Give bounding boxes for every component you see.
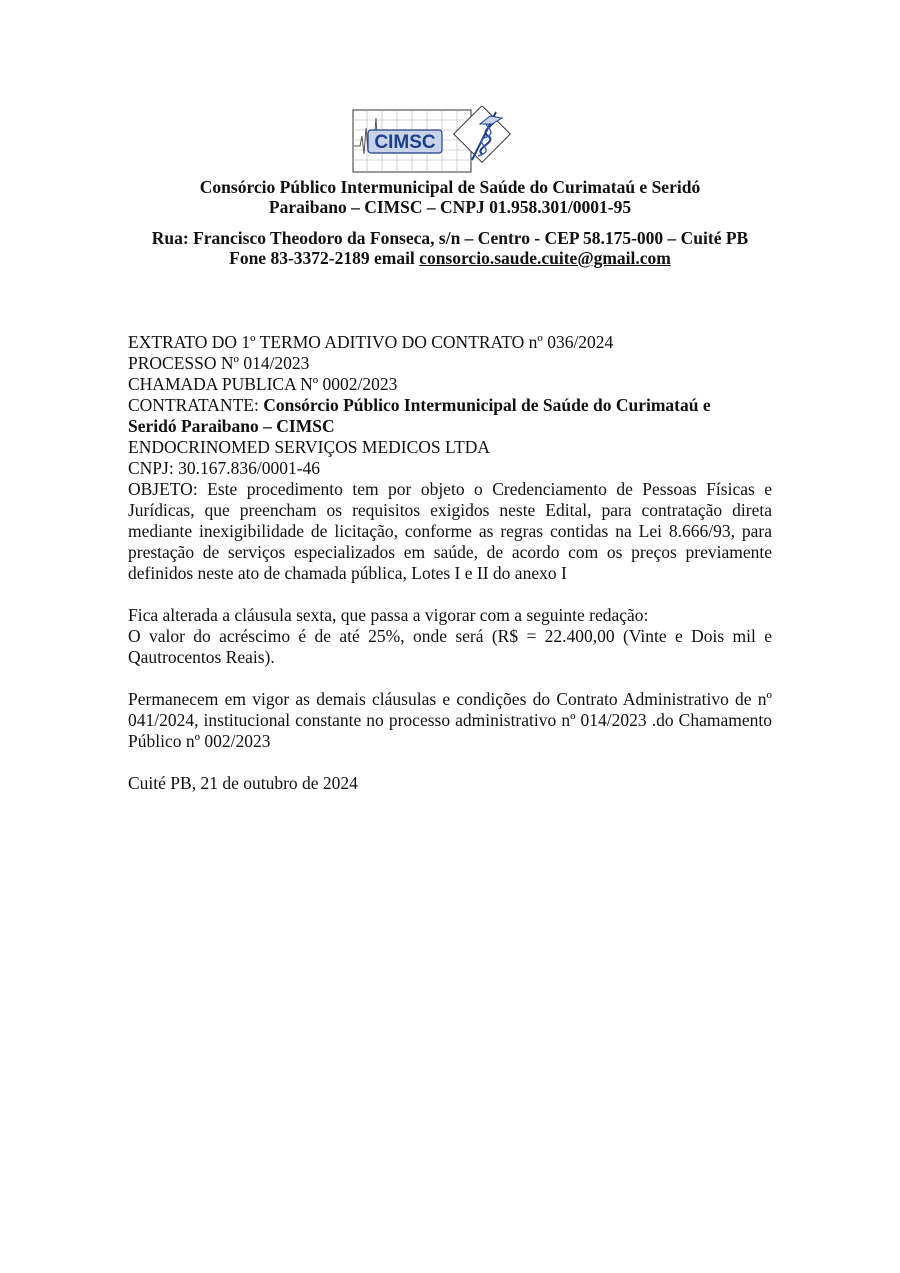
place-date: Cuité PB, 21 de outubro de 2024	[128, 773, 358, 793]
public-call-number: CHAMADA PUBLICA Nº 0002/2023	[128, 374, 398, 394]
contractor-name-line2: Seridó Paraibano – CIMSC	[128, 416, 335, 436]
clause-value: O valor do acréscimo é de até 25%, onde será (R$ = 22.400,00 (Vinte e Dois mil e Qautrocentos Reais).	[128, 626, 772, 667]
contractor-line2	[128, 416, 772, 437]
phone-label: Fone 83-3372-2189 email	[229, 248, 415, 268]
org-name-line2: Paraibano – CIMSC – CNPJ 01.958.301/0001-95	[268, 197, 632, 217]
contractor-line	[128, 395, 772, 416]
extract-title: EXTRATO DO 1º TERMO ADITIVO DO CONTRATO nº 036/2024	[128, 332, 614, 352]
org-contact	[0, 228, 900, 268]
contractor-name-line1: Consórcio Público Intermunicipal de Saúde do Curimataú e	[263, 395, 711, 415]
org-phone-email	[0, 248, 900, 268]
extract-body	[128, 332, 772, 794]
contracted-company: ENDOCRINOMED SERVIÇOS MEDICOS LTDA	[128, 437, 491, 457]
remaining-clauses: Permanecem em vigor as demais cláusulas e condições do Contrato Administrativo de nº 041/2024, institucional constante no processo administrativo nº 014/2023 .do Chamamento Público nº 002/2023	[128, 689, 772, 751]
org-name-line1: Consórcio Público Intermunicipal de Saúde do Curimataú e Seridó	[199, 177, 701, 197]
contractor-label: CONTRATANTE:	[128, 395, 259, 415]
clause-intro: Fica alterada a cláusula sexta, que passa a vigorar com a seguinte redação:	[128, 605, 649, 625]
email-link[interactable]: consorcio.saude.cuite@gmail.com	[419, 248, 671, 268]
object-paragraph: OBJETO: Este procedimento tem por objeto o Credenciamento de Pessoas Físicas e Jurídicas, que preencham os requisitos exigidos neste Edital, para contratação direta mediante inexigibilidade de licitação, conforme as regras contidas na Lei 8.666/93, para prestação de serviços especializados em saúde, de acordo com os preços previamente definidos neste ato de chamada pública, Lotes I e II do anexo I	[128, 479, 772, 583]
process-number: PROCESSO Nº 014/2023	[128, 353, 310, 373]
org-header	[0, 177, 900, 217]
org-address: Rua: Francisco Theodoro da Fonseca, s/n – Centro - CEP 58.175-000 – Cuité PB	[151, 228, 749, 248]
logo-text: CIMSC	[374, 132, 436, 153]
cimsc-logo	[352, 106, 520, 174]
contracted-cnpj: CNPJ: 30.167.836/0001-46	[128, 458, 321, 478]
